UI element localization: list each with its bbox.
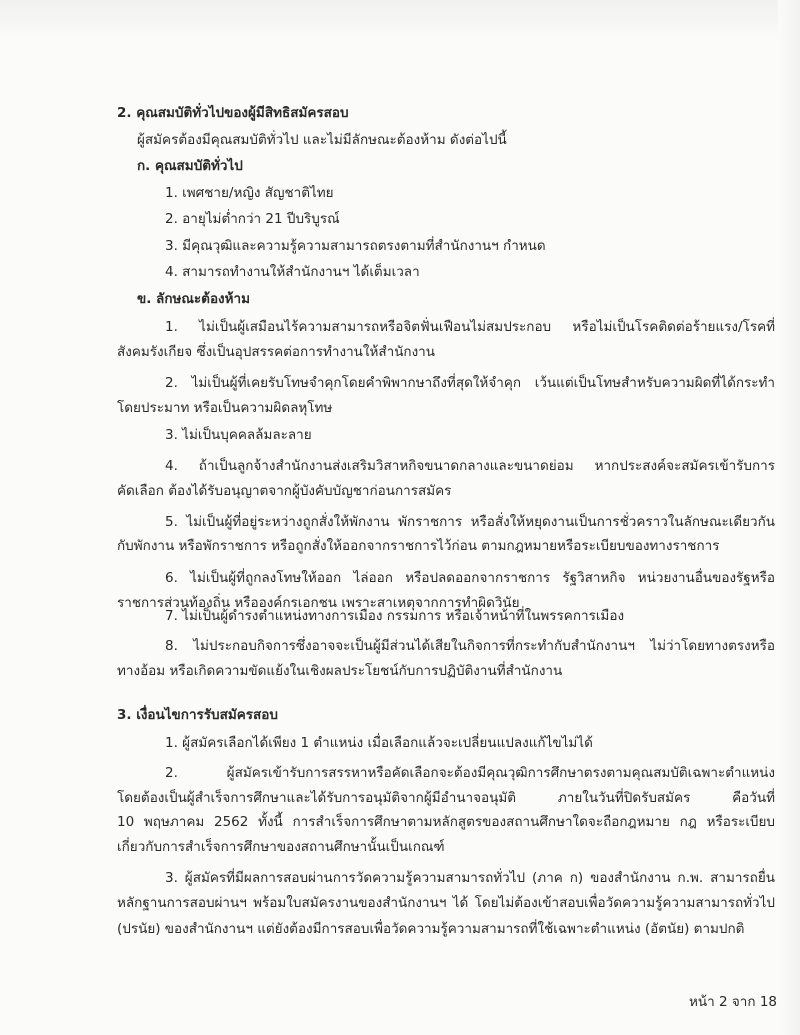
condition-2-line-1: 2. ผู้สมัครเข้ารับการสรรหาหรือคัดเลือกจะต้องมีคุณวุฒิการศึกษาตรงตามคุณสมบัติเฉพาะตำแหน่ง	[165, 765, 775, 781]
qual-4: 4. สามารถทำงานให้สำนักงานฯ ได้เต็มเวลา	[165, 264, 420, 280]
prohibit-6-line-2: ราชการส่วนท้องถิ่น หรือองค์กรเอกชน เพราะสาเหตุจากการทำผิดวินัย	[117, 595, 520, 611]
condition-2-line-3: 10 พฤษภาคม 2562 ทั้งนี้ การสำเร็จการศึกษาตามหลักสูตรของสถานศึกษาใดจะถือกฎหมาย กฎ หรือระเบียบ	[117, 814, 775, 830]
condition-1: 1. ผู้สมัครเลือกได้เพียง 1 ตำแหน่ง เมื่อเลือกแล้วจะเปลี่ยนแปลงแก้ไขไม่ได้	[165, 735, 593, 751]
prohibit-2-line-1: 2. ไม่เป็นผู้ที่เคยรับโทษจำคุกโดยคำพิพากษาถึงที่สุดให้จำคุก เว้นแต่เป็นโทษสำหรับความผิดที่ได้กระทำ	[165, 375, 775, 391]
qual-2: 2. อายุไม่ต่ำกว่า 21 ปีบริบูรณ์	[165, 211, 340, 227]
prohibit-5-line-2: กับพักงาน หรือพักราชการ หรือถูกสั่งให้ออกจากราชการไว้ก่อน ตามกฎหมายหรือระเบียบของทางราชการ	[117, 538, 720, 554]
qual-1: 1. เพศชาย/หญิง สัญชาติไทย	[165, 185, 334, 201]
section-2-intro: ผู้สมัครต้องมีคุณสมบัติทั่วไป และไม่มีลักษณะต้องห้าม ดังต่อไปนี้	[137, 132, 507, 148]
prohibit-2-line-2: โดยประมาท หรือเป็นความผิดลหุโทษ	[117, 400, 333, 416]
prohibit-3: 3. ไม่เป็นบุคคลล้มละลาย	[165, 427, 312, 443]
condition-3-line-2: หลักฐานการสอบผ่านฯ พร้อมใบสมัครงานของสำนักงานฯ ได้ โดยไม่ต้องเข้าสอบเพื่อวัดความรู้ความสามารถทั่วไป	[117, 895, 775, 911]
qual-3: 3. มีคุณวุฒิและความรู้ความสามารถตรงตามที่สำนักงานฯ กำหนด	[165, 238, 546, 254]
condition-3-line-1: 3. ผู้สมัครที่มีผลการสอบผ่านการวัดความรู้ความสามารถทั่วไป (ภาค ก) ของสำนักงาน ก.พ. สามารถยื่น	[165, 870, 775, 886]
prohibit-1-line-2: สังคมรังเกียจ ซึ่งเป็นอุปสรรคต่อการทำงานให้สำนักงาน	[117, 344, 435, 360]
prohibit-8-line-2: ทางอ้อม หรือเกิดความขัดแย้งในเชิงผลประโยชน์กับการปฏิบัติงานที่สำนักงาน	[117, 663, 563, 679]
condition-2-line-2: โดยต้องเป็นผู้สำเร็จการศึกษาและได้รับการอนุมัติจากผู้มีอำนาจอนุมัติ ภายในวันที่ปิดรับสมัคร คือวันที่	[117, 790, 775, 806]
prohibit-7: 7. ไม่เป็นผู้ดำรงตำแหน่งทางการเมือง กรรมการ หรือเจ้าหน้าที่ในพรรคการเมือง	[165, 608, 625, 624]
prohibit-6-line-1: 6. ไม่เป็นผู้ที่ถูกลงโทษให้ออก ไล่ออก หรือปลดออกจากราชการ รัฐวิสาหกิจ หน่วยงานอื่นของรัฐหรือ	[165, 570, 775, 586]
prohibit-5-line-1: 5. ไม่เป็นผู้ที่อยู่ระหว่างถูกสั่งให้พักงาน พักราชการ หรือสั่งให้หยุดงานเป็นการชั่วคราวในลักษณะเดียวกัน	[165, 514, 775, 530]
condition-2-line-4: เกี่ยวกับการสำเร็จการศึกษาของสถานศึกษานั้นเป็นเกณฑ์	[117, 839, 445, 855]
subsection-ka-heading: ก. คุณสมบัติทั่วไป	[137, 158, 243, 174]
prohibit-4-line-1: 4. ถ้าเป็นลูกจ้างสำนักงานส่งเสริมวิสาหกิจขนาดกลางและขนาดย่อม หากประสงค์จะสมัครเข้ารับการ	[165, 458, 775, 474]
prohibit-8-line-1: 8. ไม่ประกอบกิจการซึ่งอาจจะเป็นผู้มีส่วนได้เสียในกิจการที่กระทำกับสำนักงานฯ ไม่ว่าโดยทางตรงหรือ	[165, 638, 775, 654]
subsection-kho-heading: ข. ลักษณะต้องห้าม	[137, 291, 251, 307]
page-number: หน้า 2 จาก 18	[688, 994, 777, 1010]
scan-artifact	[0, 0, 800, 40]
prohibit-1-line-1: 1. ไม่เป็นผู้เสมือนไร้ความสามารถหรือจิตฟั่นเฟือนไม่สมประกอบ หรือไม่เป็นโรคติดต่อร้ายแรง/โรคที่	[165, 319, 775, 335]
section-3-heading: 3. เงื่อนไขการรับสมัครสอบ	[117, 707, 278, 723]
section-2-heading: 2. คุณสมบัติทั่วไปของผู้มีสิทธิสมัครสอบ	[117, 105, 349, 121]
condition-3-line-3: (ปรนัย) ของสำนักงานฯ แต่ยังต้องมีการสอบเพื่อวัดความรู้ความสามารถที่ใช้เฉพาะตำแหน่ง (อัตนัย) ตามปกติ	[117, 921, 745, 937]
prohibit-4-line-2: คัดเลือก ต้องได้รับอนุญาตจากผู้บังคับบัญชาก่อนการสมัคร	[117, 483, 452, 499]
scan-edge	[778, 0, 800, 1035]
